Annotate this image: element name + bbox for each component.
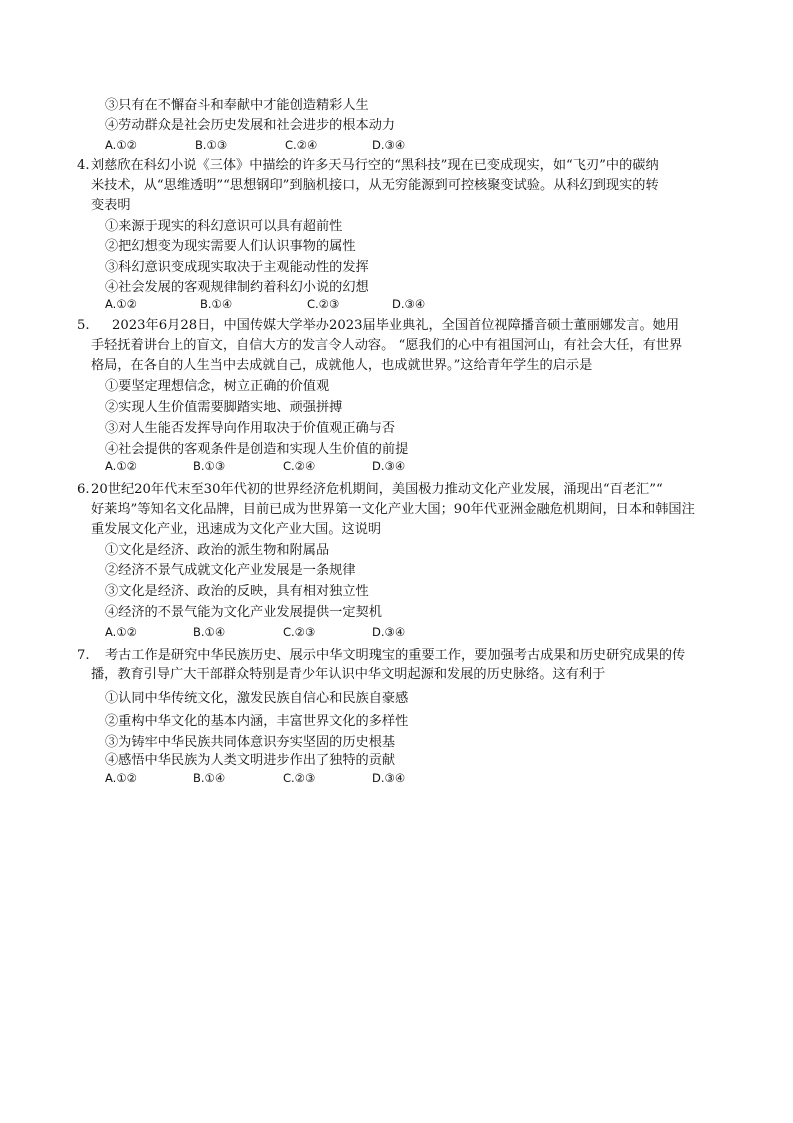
q6-number: 6. — [77, 482, 90, 497]
q3-option-c: C.②④ — [285, 138, 318, 152]
q7-option-a: A.①② — [105, 771, 137, 785]
q7-item-1: ①认同中华传统文化，激发民族自信心和民族自豪感 — [105, 691, 409, 706]
q5-stem-line-3: 格局，在各自的人生当中去成就自己，成就他人，也成就世界。”这给青年学生的启示是 — [91, 358, 593, 373]
q5-option-c: C.②④ — [283, 459, 316, 473]
q7-option-c: C.②③ — [283, 771, 316, 785]
q3-option-a: A.①② — [105, 138, 137, 152]
q7-number: 7. — [77, 648, 90, 663]
q4-number: 4. — [77, 158, 90, 173]
q4-item-1: ①来源于现实的科幻意识可以具有超前性 — [105, 219, 343, 234]
q4-option-d: D.③④ — [392, 297, 426, 311]
q6-stem-line-3: 重发展文化产业，迅速成为文化产业大国。这说明 — [91, 522, 382, 537]
q4-stem-line-1: 刘慈欣在科幻小说《三体》中描绘的许多天马行空的“黑科技”现在已变成现实，如“飞刃”中的碳纳 — [91, 158, 659, 173]
q3-option-d: D.③④ — [372, 138, 406, 152]
q4-option-b: B.①④ — [200, 297, 233, 311]
q7-option-d: D.③④ — [372, 771, 406, 785]
q6-option-b: B.①④ — [193, 625, 226, 639]
q3-item-3: ③只有在不懈奋斗和奉献中才能创造精彩人生 — [105, 98, 369, 113]
q5-number: 5. — [77, 318, 90, 333]
q6-stem-line-1: 20世纪20年代末至30年代初的世界经济危机期间，美国极力推动文化产业发展，涌现出“百老汇”“ — [91, 482, 663, 497]
q6-option-d: D.③④ — [372, 625, 406, 639]
q5-item-1: ①要坚定理想信念，树立正确的价值观 — [105, 379, 330, 394]
q4-option-a: A.①② — [105, 297, 137, 311]
q6-option-c: C.②③ — [283, 625, 316, 639]
q5-item-2: ②实现人生价值需要脚踏实地、顽强拼搏 — [105, 400, 343, 415]
q5-option-d: D.③④ — [372, 459, 406, 473]
q6-item-2: ②经济不景气成就文化产业发展是一条规律 — [105, 563, 356, 578]
q3-item-4: ④劳动群众是社会历史发展和社会进步的根本动力 — [105, 118, 396, 133]
q7-option-b: B.①④ — [193, 771, 226, 785]
q7-item-4: ④感悟中华民族为人类文明进步作出了独特的贡献 — [105, 753, 396, 768]
q5-option-a: A.①② — [105, 459, 137, 473]
q4-option-c: C.②③ — [307, 297, 340, 311]
q6-stem-line-2: 好莱坞”等知名文化品牌，目前已成为世界第一文化产业大国；90年代亚洲金融危机期间，日本和韩国注 — [91, 502, 695, 517]
q6-option-a: A.①② — [105, 625, 137, 639]
q4-item-2: ②把幻想变为现实需要人们认识事物的属性 — [105, 239, 356, 254]
q6-item-4: ④经济的不景气能为文化产业发展提供一定契机 — [105, 605, 382, 620]
q7-item-2: ②重构中华文化的基本内涵，丰富世界文化的多样性 — [105, 714, 409, 729]
q7-stem-line-2: 播，教育引导广大干部群众特别是青少年认识中华文明起源和发展的历史脉络。这有利于 — [91, 667, 606, 682]
q5-item-4: ④社会提供的客观条件是创造和实现人生价值的前提 — [105, 442, 409, 457]
q6-item-3: ③文化是经济、政治的反映，具有相对独立性 — [105, 584, 369, 599]
q3-option-b: B.①③ — [195, 138, 228, 152]
q4-stem-line-2: 米技术，从“思维透明”“思想钢印”到脑机接口，从无穷能源到可控核聚变试验。从科幻到现实的转 — [91, 178, 659, 193]
q7-item-3: ③为铸牢中华民族共同体意识夯实坚固的历史根基 — [105, 735, 396, 750]
q5-option-b: B.①③ — [193, 459, 226, 473]
q6-item-1: ①文化是经济、政治的派生物和附属品 — [105, 543, 330, 558]
q4-item-4: ④社会发展的客观规律制约着科幻小说的幻想 — [105, 280, 369, 295]
q5-item-3: ③对人生能否发挥导向作用取决于价值观正确与否 — [105, 421, 396, 436]
q7-stem-line-1: 考古工作是研究中华民族历史、展示中华文明瑰宝的重要工作，要加强考古成果和历史研究成果的传 — [105, 648, 686, 663]
q5-stem-line-1: 2023年6月28日，中国传媒大学举办2023届毕业典礼，全国首位视障播音硕士董丽娜发言。她用 — [112, 318, 680, 333]
q5-stem-line-2: 手轻抚着讲台上的盲文，自信大方的发言令人动容。 “愿我们的心中有祖国河山，有社会大任，有世界 — [91, 338, 683, 353]
q4-stem-line-3: 变表明 — [91, 198, 131, 213]
q4-item-3: ③科幻意识变成现实取决于主观能动性的发挥 — [105, 260, 369, 275]
